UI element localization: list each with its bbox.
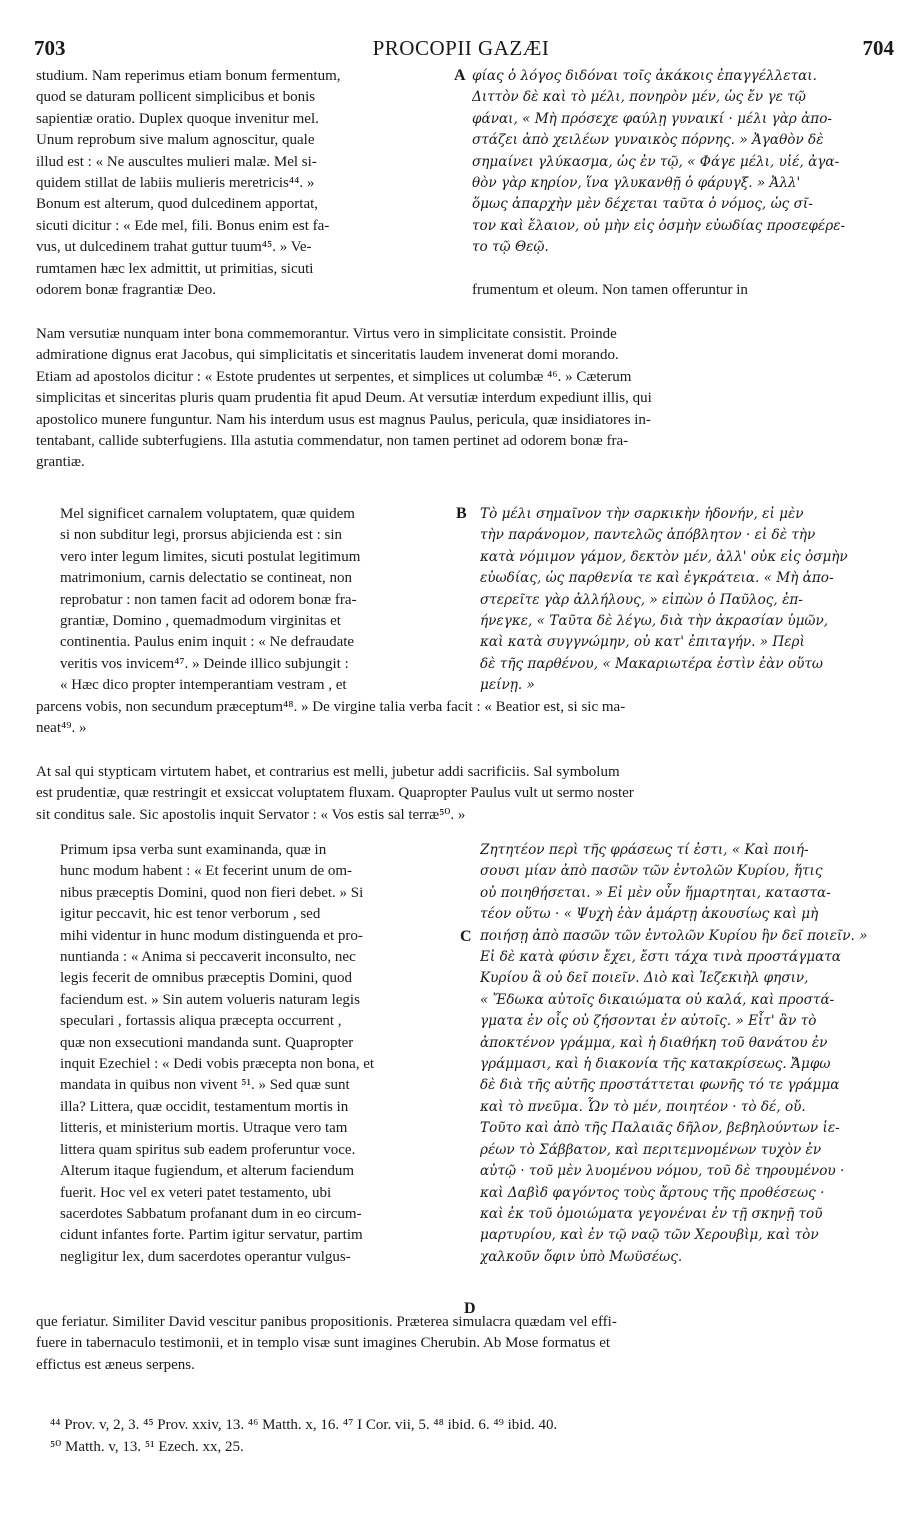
text-line: faciendum est. » Sin autem volueris naturam legis <box>60 991 360 1008</box>
paragraph-sal <box>36 762 888 826</box>
text-line: studium. Nam reperimus etiam bonum fermentum, <box>36 68 341 84</box>
latin-column-cd <box>60 840 454 1268</box>
greek-line: Ζητητέον περὶ τῆς φράσεως τί ἐστι, « Καὶ ποιή- <box>480 842 809 858</box>
greek-line: γράμμασι, καὶ ἡ διακονία τῆς κατακρίσεως. Ἄμφω <box>480 1056 831 1073</box>
greek-line: ποιήσῃ ἀπὸ πασῶν τῶν ἐντολῶν Κυρίου ἣν δεῖ ποιεῖν. » <box>480 927 868 944</box>
text-line: quæ non exsecutioni mandanda sunt. Quapropter <box>60 1034 354 1051</box>
text-line: Primum ipsa verba sunt examinanda, quæ in <box>60 842 327 858</box>
text-line: quidem stillat de labiis mulieris meretricis⁴⁴. » <box>36 175 315 192</box>
text-line: Bonum est alterum, quod dulcedinem apportat, <box>36 196 319 213</box>
greek-line: Τὸ μέλι σημαῖνον τὴν σαρκικὴν ἡδονήν, εἰ μὲν <box>480 506 804 522</box>
greek-line: τον καὶ ἔλαιον, οὐ μὴν εἰς ὀσμὴν εὐωδίας προσεφέρε- <box>472 217 846 234</box>
greek-line: τέον οὕτω · « Ψυχὴ ἐὰν ἁμάρτῃ ἀκουσίως καὶ μὴ <box>480 906 819 923</box>
footnotes <box>50 1414 890 1458</box>
text-line: nuntianda : « Anima si peccaverit inconsulto, nec <box>60 949 356 966</box>
greek-line: « Ἔδωκα αὐτοῖς δικαιώματα οὐ καλά, καὶ προστά- <box>480 991 835 1008</box>
text-line: negligitur lex, dum sacerdotes operantur vulgus- <box>60 1248 351 1265</box>
greek-line: αὐτῷ · τοῦ μὲν λυομένου νόμου, τοῦ δὲ τηρουμένου · <box>480 1163 845 1180</box>
greek-line: εὐωδίας, ὡς παρθενία τε καὶ ἐγκράτεια. « Μὴ ἀπο- <box>480 570 834 587</box>
text-line: « Hæc dico propter intemperantiam vestram , et <box>60 677 347 694</box>
greek-line: οὐ ποιηθήσεται. » Εἰ μὲν οὖν ἥμαρτηται, καταστα- <box>480 884 831 901</box>
greek-line: καὶ ἐκ τοῦ ὁμοιώματα γεγονέναι ἐν τῇ σκηνῇ τοῦ <box>480 1205 823 1222</box>
greek-line: Τοῦτο καὶ ἀπὸ τῆς Παλαιᾶς δῆλον, βεβηλούντων ἱε- <box>480 1120 840 1137</box>
page-header <box>0 36 922 62</box>
greek-line: ὅμως ἀπαρχὴν μὲν δέχεται ταῦτα ὁ νόμος, ὡς σῖ- <box>472 196 813 213</box>
section-marker-d: D <box>464 1300 476 1317</box>
latin-column-b <box>60 504 454 697</box>
text-line: vus, ut dulcedinem trahat guttur tuum⁴⁵. » Ve- <box>36 239 312 256</box>
greek-line: στάζει ἀπὸ χειλέων γυναικὸς πόρνης. » Ἀγαθὸν δὲ <box>472 132 824 149</box>
greek-line: καὶ τὸ πνεῦμα. Ὧν τὸ μέν, ποιητέον · τὸ δέ, οὔ. <box>480 1098 806 1115</box>
text-line: admiratione dignus erat Jacobus, qui simplicitatis et sinceritatis laudem invenerat domi morando. <box>36 347 619 364</box>
text-line: igitur peccavit, hic est tenor verborum , sed <box>60 906 321 923</box>
text-line: fuerit. Hoc vel ex veteri patet testamento, ubi <box>60 1184 332 1201</box>
greek-line: μαρτυρίου, καὶ ἐν τῷ ναῷ τῶν Χερουβὶμ, καὶ τὸν <box>480 1227 819 1244</box>
latin-column-b-tail <box>36 697 888 740</box>
text-line: sapientiæ oratio. Duplex quoque invenitur mel. <box>36 110 319 127</box>
text-line: grantiæ, Domino , quemadmodum virginitas et <box>60 613 341 630</box>
section-marker-c: C <box>460 928 472 945</box>
greek-column-b <box>480 504 888 697</box>
greek-line: ἀποκτένον γράμμα, καὶ ἡ διαθήκη τοῦ θανάτου ἐν <box>480 1034 828 1051</box>
text-line: neat⁴⁹. » <box>36 720 87 737</box>
greek-line: κατὰ νόμιμον γάμον, δεκτὸν μέν, ἀλλ' οὐκ εἰς ὀσμὴν <box>480 548 848 565</box>
greek-line: θὸν γὰρ κηρίον, ἵνα γλυκανθῇ ὁ φάρυγξ. » Ἀλλ' <box>472 175 801 192</box>
greek-line: σημαίνει γλύκασμα, ὡς ἐν τῷ, « Φάγε μέλι, υἱέ, ἀγα- <box>472 153 840 170</box>
text-line: sacerdotes Sabbatum profanant dum in eo circum- <box>60 1205 362 1222</box>
text-line: parcens vobis, non secundum præceptum⁴⁸. » De virgine talia verba facit : « Beatior est, si sic ma- <box>36 699 626 715</box>
text-line: Mel significet carnalem voluptatem, quæ quidem <box>60 506 355 522</box>
text-line: nibus præceptis Domini, quod non fieri debet. » Si <box>60 884 364 901</box>
section-marker-a: A <box>454 67 466 84</box>
text-line: quod se daturam pollicent simplicibus et bonis <box>36 89 316 106</box>
text-line: Alterum itaque fugiendum, et alterum faciendum <box>60 1163 355 1180</box>
text-line: Etiam ad apostolos dicitur : « Estote prudentes ut serpentes, et simplices ut columbæ ⁴⁶. » Cæterum <box>36 368 632 385</box>
greek-line: Διττὸν δὲ καὶ τὸ μέλι, πονηρὸν μέν, ὡς ἔν γε τῷ <box>472 89 806 106</box>
text-line: fuere in tabernaculo testimonii, et in templo visæ sunt imagines Cherubin. Ab Mose formatus et <box>36 1335 611 1352</box>
greek-column-cd <box>480 840 888 1268</box>
greek-line: γματα ἐν οἷς οὐ ζήσονται ἐν αὐτοῖς. » Εἶτ' ἂν τὸ <box>480 1013 817 1030</box>
greek-line: Κυρίου ἃ οὐ δεῖ ποιεῖν. Διὸ καὶ Ἰεζεκιὴλ φησιν, <box>480 970 809 987</box>
greek-line: στερεῖτε γὰρ ἀλλήλους, » εἰπὼν ὁ Παῦλος, ἐπ- <box>480 591 803 608</box>
text-line: effictus est æneus serpens. <box>36 1356 195 1373</box>
greek-line: φάναι, « Μὴ πρόσεχε φαύλῃ γυναικί · μέλι γὰρ ἀπο- <box>472 110 832 127</box>
text-line: odorem bonæ fragrantiæ Deo. <box>36 282 216 299</box>
latin-column-cd-tail <box>36 1312 888 1376</box>
text-line: littera quam spiritus sub eadem proferuntur voce. <box>60 1141 356 1158</box>
text-line: At sal qui stypticam virtutem habet, et contrarius est melli, jubetur addi sacrificiis. Sal symbolum <box>36 764 620 780</box>
greek-line: το τῷ Θεῷ. <box>472 239 549 256</box>
text-line: simplicitas et sinceritas pluris quam prudentia fit apud Deum. At versutiæ interdum expediunt illis, qui <box>36 390 652 407</box>
text-line: apostolico munere funguntur. Nam his interdum usus est magnus Paulus, pericula, quæ insidiatores in- <box>36 411 651 428</box>
running-title: PROCOPII GAZÆI <box>372 36 550 60</box>
footnote-line: ⁵⁰ Matth. v, 13. ⁵¹ Ezech. xx, 25. <box>50 1439 244 1455</box>
text-line: speculari , fortassis aliqua præcepta occurrent , <box>60 1013 342 1030</box>
section-marker-b: B <box>456 505 467 522</box>
greek-line: ήνεγκε, « Ταῦτα δὲ λέγω, διὰ τὴν ἀκρασίαν ὑμῶν, <box>480 613 829 630</box>
footnote-line: ⁴⁴ Prov. v, 2, 3. ⁴⁵ Prov. xxiv, 13. ⁴⁶ Matth. x, 16. ⁴⁷ I Cor. vii, 5. ⁴⁸ ibid. 6. ⁴⁹ ibid. 40. <box>50 1417 558 1433</box>
text-line: reprobatur : non tamen facit ad odorem bonæ fra- <box>60 591 357 608</box>
latin-column-a-tail: frumentum et oleum. Non tamen offeruntur in <box>472 282 748 298</box>
page-number-left: 703 <box>34 36 66 60</box>
greek-line: δὲ τῆς παρθένου, « Μακαριωτέρα ἐστὶν ἐὰν οὕτω <box>480 655 824 672</box>
greek-line: δὲ διὰ τῆς αὐτῆς προστάττεται φωνῆς τό τε γράμμα <box>480 1077 840 1094</box>
page-number-right: 704 <box>862 36 894 60</box>
greek-line: τὴν παράνομον, παντελῶς ἀπόβλητον · εἰ δὲ τὴν <box>480 527 816 544</box>
text-line: mandata in quibus non vivent ⁵¹. » Sed quæ sunt <box>60 1077 350 1094</box>
text-line: illa? Littera, quæ occidit, testamentum mortis in <box>60 1098 349 1115</box>
text-line: hunc modum habent : « Et fecerint unum de om- <box>60 863 353 880</box>
text-line: illud est : « Ne auscultes mulieri malæ. Mel si- <box>36 153 317 170</box>
text-line: Nam versutiæ nunquam inter bona commemorantur. Virtus vero in simplicitate consistit. Proinde <box>36 326 617 342</box>
text-line: sicuti dicitur : « Ede mel, fili. Bonus enim est fa- <box>36 217 330 234</box>
greek-line: χαλκοῦν ὄφιν ὑπὸ Μωϋσέως. <box>480 1248 683 1265</box>
text-line: veritis vos invicem⁴⁷. » Deinde illico subjungit : <box>60 655 349 672</box>
text-line: tentabant, callide subterfugiens. Illa astutia commendatur, non tamen pertinet ad odorem bonæ fra- <box>36 433 629 450</box>
greek-line: φίας ὁ λόγος διδόναι τοῖς ἀκάκοις ἐπαγγέλλεται. <box>472 68 817 84</box>
text-line: que feriatur. Similiter David vescitur panibus propositionis. Præterea simulacra quædam vel effi- <box>36 1314 617 1330</box>
greek-line: μείνῃ. » <box>480 677 535 694</box>
text-line: est prudentiæ, quæ restringit et exsiccat voluptatem fluxam. Quapropter Paulus vult ut sermo noster <box>36 785 634 802</box>
text-line: rumtamen hæc lex admittit, ut primitias, sicuti <box>36 260 314 277</box>
greek-column-a <box>472 66 888 259</box>
greek-line: καὶ κατὰ συγγνώμην, οὐ κατ' ἐπιταγήν. » Περὶ <box>480 634 805 651</box>
text-line: matrimonium, carnis delectatio se contineat, non <box>60 570 352 587</box>
text-line: cidunt infantes forte. Partim igitur servatur, partim <box>60 1227 363 1244</box>
text-line: continentia. Paulus enim inquit : « Ne defraudate <box>60 634 355 651</box>
text-line: legis fecerit de omnibus præceptis Domini, quod <box>60 970 353 987</box>
text-line: mihi videntur in hunc modum distinguenda et pro- <box>60 927 363 944</box>
greek-line: Εἰ δὲ κατὰ φύσιν ἔχει, ἔστι τάχα τινὰ προστάγματα <box>480 949 841 966</box>
text-line: inquit Ezechiel : « Dedi vobis præcepta non bona, et <box>60 1056 375 1073</box>
text-line: grantiæ. <box>36 454 85 471</box>
text-line: sit conditus sale. Sic apostolis inquit Servator : « Vos estis sal terræ⁵⁰. » <box>36 806 466 823</box>
latin-column-a <box>36 66 454 301</box>
greek-line: ρέων τὸ Σάββατον, καὶ περιτεμνομένων τυχὸν ἐν <box>480 1141 822 1158</box>
text-line: si non subditur legi, prorsus abjicienda est : sin <box>60 527 343 544</box>
text-line: litteris, et ministerium mortis. Utraque vero tam <box>60 1120 348 1137</box>
text-line: Unum reprobum sive malum agnoscitur, quale <box>36 132 315 149</box>
greek-line: σουσι μίαν ἀπὸ πασῶν τῶν ἐντολῶν Κυρίου, ἥτις <box>480 863 823 880</box>
text-line: vero inter legum limites, sicuti postulat legitimum <box>60 548 361 565</box>
paragraph-versutiae <box>36 324 888 474</box>
greek-line: καὶ Δαβὶδ φαγόντος τοὺς ἄρτους τῆς προθέσεως · <box>480 1184 825 1201</box>
